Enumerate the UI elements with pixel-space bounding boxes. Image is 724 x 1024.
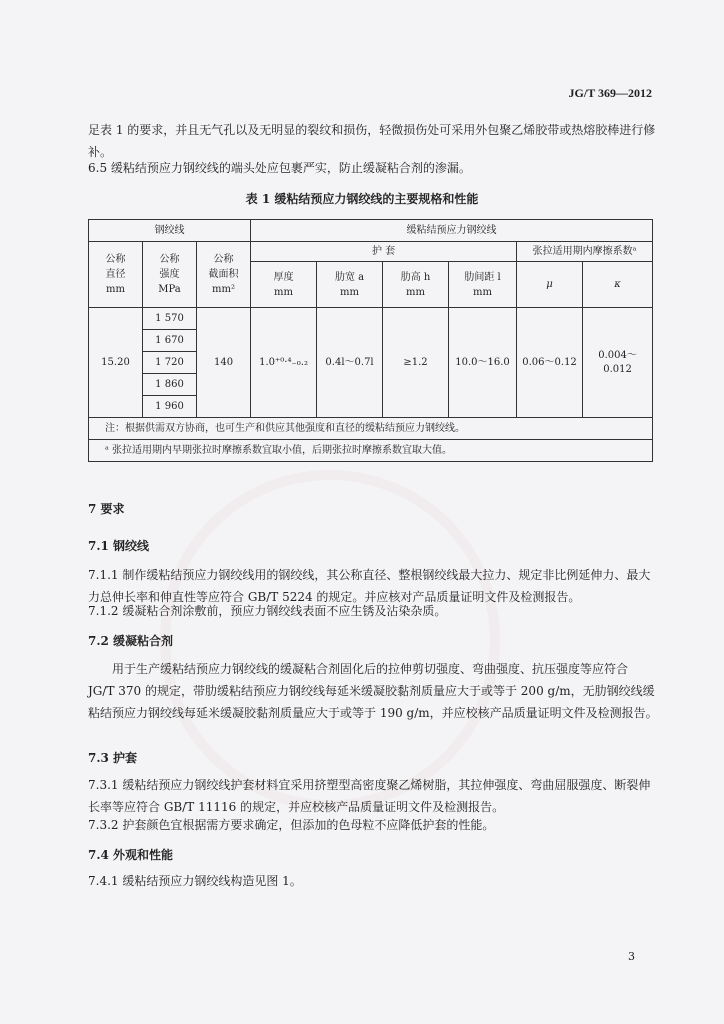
page-number: 3 — [628, 950, 635, 963]
clause-7-3-1: 7.3.1 缓粘结预应力钢绞线护套材料宜采用挤塑型高密度聚乙烯树脂，其拉伸强度、弯曲屈服强度、断裂伸长率等应符合 GB/T 11116 的规定，并应校核产品质量证明文件及检测报告。 — [88, 778, 651, 814]
section-7-3-heading: 7.3 护套 — [88, 751, 138, 765]
clause-7-1-1: 7.1.1 制作缓粘结预应力钢绞线用的钢绞线，其公称直径、整根钢绞线最大拉力、规定非比例延伸力、最大力总伸长率和伸直性等应符合 GB/T 5224 的规定。并应核对产品质量证明文件及检测报告。 — [88, 568, 651, 604]
table-note: 注：根据供需双方协商，也可生产和供应其他强度和直径的缓粘结预应力钢绞线。 — [89, 418, 653, 440]
header-sheath: 护 套 — [251, 242, 517, 262]
cell-thickness: 1.0⁺⁰·⁴₋₀.₂ — [251, 308, 317, 418]
header-rib-width: 肋宽 a mm — [317, 262, 383, 308]
section-7-4-heading: 7.4 外观和性能 — [88, 848, 174, 862]
cell-rib-spacing: 10.0～16.0 — [449, 308, 517, 418]
cell-rib-height: ≥1.2 — [383, 308, 449, 418]
standard-code: JG/T 369—2012 — [568, 86, 652, 100]
cell-strength: 1 670 — [143, 330, 197, 352]
section-7-heading: 7 要求 — [88, 502, 125, 516]
header-thickness: 厚度 mm — [251, 262, 317, 308]
header-strength: 公称 强度 MPa — [143, 242, 197, 308]
section-7-1-heading: 7.1 钢绞线 — [88, 539, 150, 553]
section-7-2-heading: 7.2 缓凝粘合剂 — [88, 634, 174, 648]
clause-7-1-2: 7.1.2 缓凝粘合剂涂敷前，预应力钢绞线表面不应生锈及沾染杂质。 — [88, 604, 447, 618]
cell-strength: 1 720 — [143, 352, 197, 374]
header-friction: 张拉适用期内摩擦系数ᵃ — [517, 242, 653, 262]
spec-table — [88, 219, 653, 462]
table-footnote: ᵃ 张拉适用期内早期张拉时摩擦系数宜取小值，后期张拉时摩擦系数宜取大值。 — [89, 440, 653, 462]
continuation-paragraph: 足表 1 的要求，并且无气孔以及无明显的裂纹和损伤，轻微损伤处可采用外包聚乙烯胶带或热熔胶棒进行修补。 — [88, 123, 656, 159]
cell-strength: 1 860 — [143, 374, 197, 396]
clause-7-3-2: 7.3.2 护套颜色宜根据需方要求确定，但添加的色母粒不应降低护套的性能。 — [88, 818, 495, 832]
clause-7-4-1: 7.4.1 缓粘结预应力钢绞线构造见图 1。 — [88, 874, 302, 888]
header-product: 缓粘结预应力钢绞线 — [251, 220, 653, 242]
header-rib-height: 肋高 h mm — [383, 262, 449, 308]
cell-area: 140 — [197, 308, 251, 418]
cell-strength: 1 570 — [143, 308, 197, 330]
header-strand: 钢绞线 — [89, 220, 251, 242]
header-rib-spacing: 肋间距 l mm — [449, 262, 517, 308]
header-diameter: 公称 直径 mm — [89, 242, 143, 308]
header-area: 公称 截面积 mm² — [197, 242, 251, 308]
paragraph-7-2: 用于生产缓粘结预应力钢绞线的缓凝粘合剂固化后的拉伸剪切强度、弯曲强度、抗压强度等应符合 JG/T 370 的规定，带肋缓粘结预应力钢绞线每延米缓凝胶黏剂质量应大于或等于 200 g/m，无肋钢绞线缓粘结预应力钢绞线每延米缓凝胶黏剂质量应大于或等于 190 g/m，并应校核产品质量证明文件及检测报告。 — [88, 662, 658, 720]
watermark-stamp — [160, 470, 500, 810]
cell-strength: 1 960 — [143, 396, 197, 418]
cell-diameter: 15.20 — [89, 308, 143, 418]
header-mu: μ — [517, 262, 583, 308]
cell-rib-width: 0.4l～0.7l — [317, 308, 383, 418]
cell-mu: 0.06～0.12 — [517, 308, 583, 418]
table-title: 表 1 缓粘结预应力钢绞线的主要规格和性能 — [245, 192, 479, 206]
header-kappa: κ — [583, 262, 653, 308]
clause-6-5: 6.5 缓粘结预应力钢绞线的端头处应包裹严实，防止缓凝粘合剂的渗漏。 — [88, 161, 471, 175]
cell-kappa: 0.004～0.012 — [583, 308, 653, 418]
